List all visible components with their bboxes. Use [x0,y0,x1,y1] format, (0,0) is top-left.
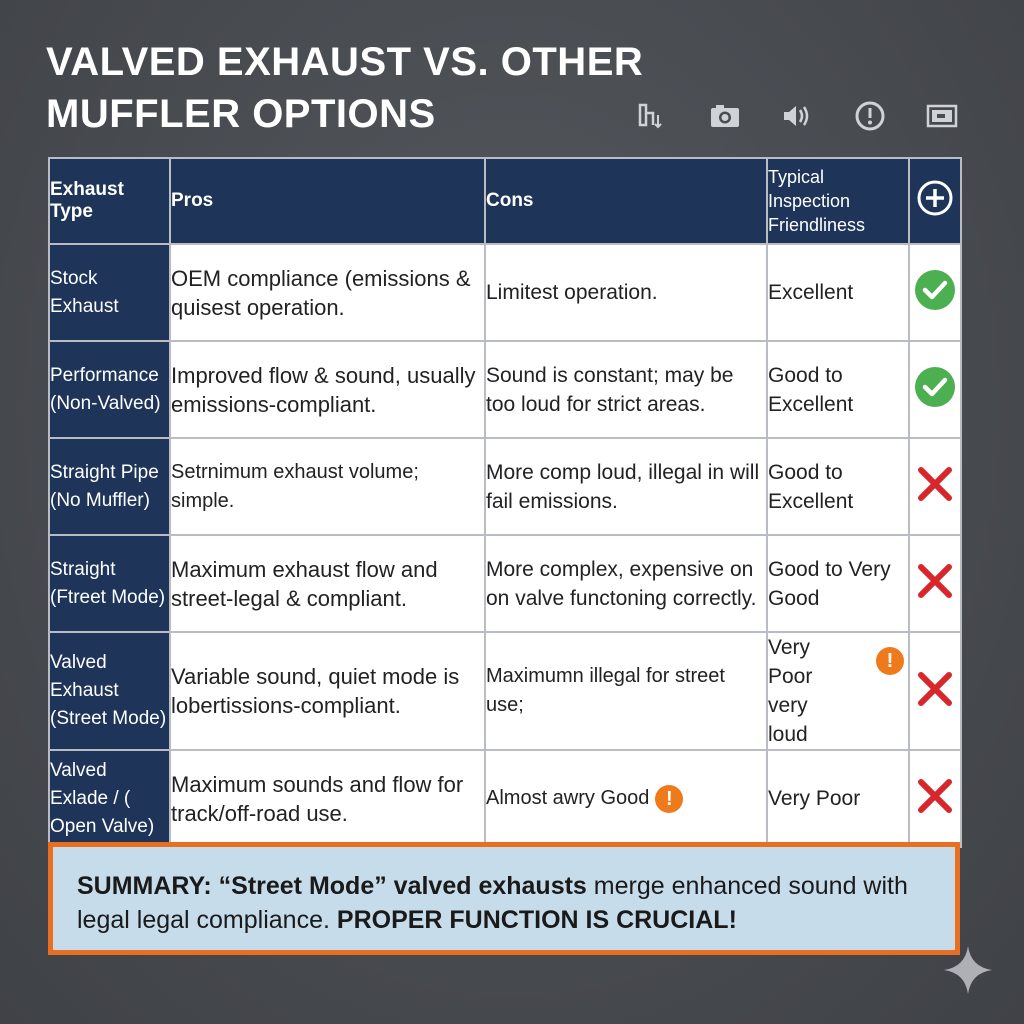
row-cons [485,750,767,847]
meter-icon [635,99,669,133]
row-type: Performance (Non-Valved) [49,341,170,438]
cross-icon [915,561,955,601]
toolbar [632,96,962,136]
table-row [49,244,961,341]
page-title: VALVED EXHAUST VS. OTHER MUFFLER OPTIONS [46,40,644,136]
row-pros: Improved flow & sound, usually emissions-compliant. [170,341,485,438]
summary-box [48,842,960,955]
row-pros: Setrnimum exhaust volume; simple. [170,438,485,535]
row-status [909,750,961,847]
row-cons: More complex, expensive on on valve functoning correctly. [485,535,767,632]
table-row [49,535,961,632]
header-inspection: Typical Inspection Friendliness [767,158,909,244]
camera-button[interactable] [705,96,745,136]
row-inspection: Good to Very Good [767,535,909,632]
header-pros: Pros [170,158,485,244]
row-pros: Variable sound, quiet mode is lobertissions-compliant. [170,632,485,750]
row-type: Straight (Ftreet Mode) [49,535,170,632]
row-pros: Maximum exhaust flow and street-legal & compliant. [170,535,485,632]
row-status [909,244,961,341]
row-cons-text: Almost awry Good [486,787,650,809]
header-cons: Cons [485,158,767,244]
check-icon [913,268,957,312]
comparison-table [48,157,962,848]
row-type: Straight Pipe (No Muffler) [49,438,170,535]
table-row [49,341,961,438]
row-status [909,632,961,750]
row-inspection [767,632,909,750]
sparkle-icon [942,944,994,996]
speaker-icon [780,99,814,133]
cross-icon [915,464,955,504]
cross-icon [915,776,955,816]
summary-tail: PROPER FUNCTION IS CRUCIAL! [336,906,737,934]
row-inspection: Good to Excellent [767,341,909,438]
warning-icon: ! [655,785,683,813]
row-type: Valved Exhaust (Street Mode) [49,632,170,750]
row-status [909,438,961,535]
row-inspection-text: Very Poor very loud [768,636,813,746]
summary-middle: merge enhanced sound with legal legal compliance. [77,872,908,934]
row-status [909,535,961,632]
row-inspection: Good to Excellent [767,438,909,535]
table-row [49,632,961,750]
row-inspection: Excellent [767,244,909,341]
card-icon [925,99,959,133]
alert-button[interactable] [850,96,890,136]
row-type: Valved Exlade / ( Open Valve) [49,750,170,847]
check-icon [913,365,957,409]
summary-lead: SUMMARY: “Street Mode” valved exhausts [77,872,587,900]
speaker-button[interactable] [777,96,817,136]
row-pros: OEM compliance (emissions & quisest operation. [170,244,485,341]
card-button[interactable] [922,96,962,136]
row-type: Stock Exhaust [49,244,170,341]
warning-icon: ! [876,647,904,675]
meter-button[interactable] [632,96,672,136]
row-cons: Sound is constant; may be too loud for strict areas. [485,341,767,438]
add-icon [916,179,954,217]
row-cons: More comp loud, illegal in will fail emissions. [485,438,767,535]
add-column-button[interactable] [909,158,961,244]
header-exhaust-type: Exhaust Type [49,158,170,244]
row-cons: Maximumn illegal for street use; [485,632,767,750]
table-row [49,438,961,535]
row-pros: Maximum sounds and flow for track/off-road use. [170,750,485,847]
cross-icon [915,669,955,709]
row-cons: Limitest operation. [485,244,767,341]
camera-icon [708,99,742,133]
row-inspection: Very Poor [767,750,909,847]
row-status [909,341,961,438]
table-row [49,750,961,847]
header-row [49,158,961,244]
alert-icon [853,99,887,133]
